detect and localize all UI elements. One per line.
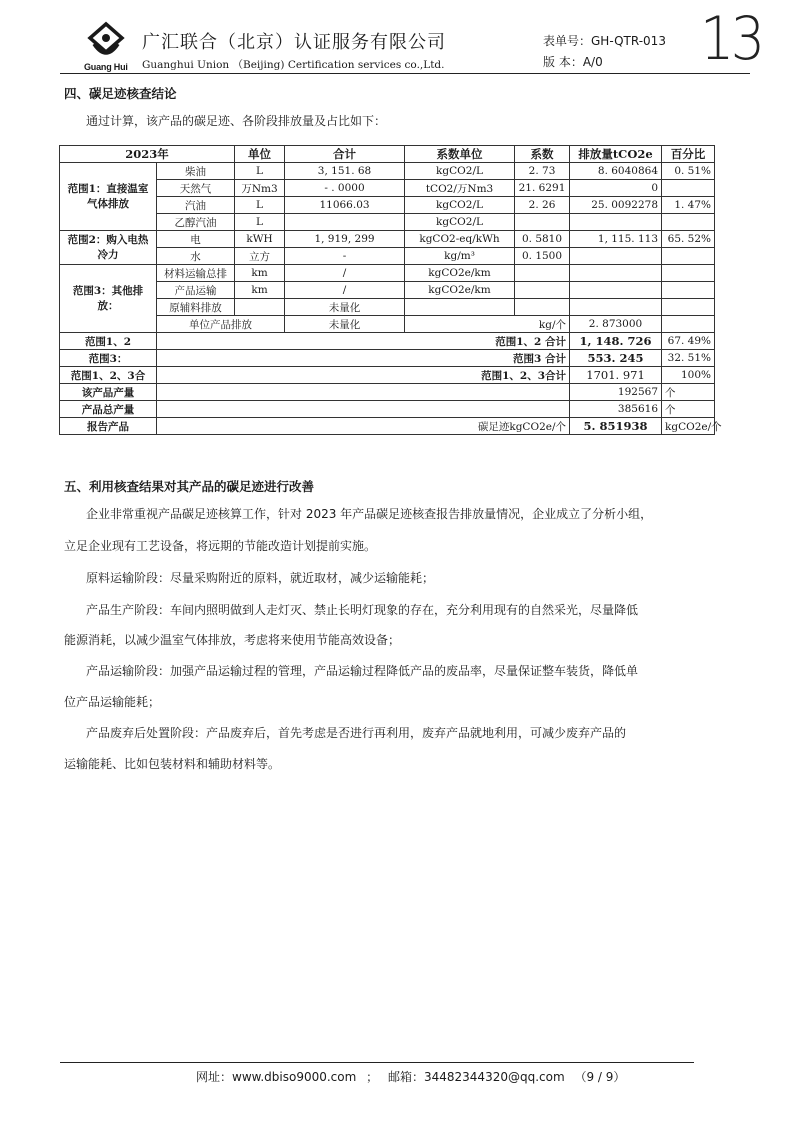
output-value: 192567 (570, 384, 662, 401)
version-label: 版 本：A/0 (543, 55, 603, 69)
item-coef (515, 282, 570, 299)
table-row (60, 197, 715, 214)
item-emission (570, 265, 662, 282)
paragraph-1-line-2: 立足企业现有工艺设备，将远期的节能改造计划提前实施。 (64, 539, 377, 553)
footer-page-number: （9 / 9） (574, 1070, 626, 1084)
paragraph-1-line-1: 企业非常重视产品碳足迹核算工作，针对 2023 年产品碳足迹核查报告排放量情况，企业成立了分析小组， (86, 507, 653, 521)
table-row (60, 282, 715, 299)
item-coef (515, 299, 570, 316)
footer-website: 网址：www.dbiso9000.com (196, 1070, 357, 1084)
table-row (60, 265, 715, 282)
item-coef-unit: kgCO2/L (405, 163, 515, 180)
paragraph-4-line-2: 位产品运输能耗； (64, 695, 161, 709)
item-coef-unit: kgCO2/L (405, 214, 515, 231)
header-year: 2023年 (60, 146, 235, 163)
item-coef (515, 265, 570, 282)
section-4-heading: 四、碳足迹核查结论 (64, 86, 177, 101)
item-coef-unit: kgCO2e/km (405, 282, 515, 299)
item-coef-unit (405, 299, 515, 316)
paragraph-2: 原料运输阶段：尽量采购附近的原料，就近取材，减少运输能耗； (86, 571, 435, 585)
section-5-heading: 五、利用核查结果对其产品的碳足迹进行改善 (64, 479, 315, 494)
summary-percent: 32. 51% (662, 350, 715, 367)
unit-product-total: 未量化 (285, 316, 405, 333)
item-total: - (285, 248, 405, 265)
footer-divider (60, 1062, 694, 1063)
item-coef: 0. 1500 (515, 248, 570, 265)
output-spacer (157, 401, 570, 418)
report-label: 报告产品 (60, 418, 157, 435)
item-unit: L (235, 163, 285, 180)
item-coef: 2. 26 (515, 197, 570, 214)
summary-row (60, 333, 715, 350)
item-percent (662, 282, 715, 299)
item-total: 3, 151. 68 (285, 163, 405, 180)
summary-sum-label: 范围1、2 合计 (157, 333, 570, 350)
item-name: 水 (157, 248, 235, 265)
item-emission: 0 (570, 180, 662, 197)
item-emission (570, 299, 662, 316)
emission-table (59, 145, 722, 435)
unit-product-name: 单位产品排放 (157, 316, 285, 333)
item-unit: 立方 (235, 248, 285, 265)
item-coef-unit: kgCO2-eq/kWh (405, 231, 515, 248)
summary-row (60, 350, 715, 367)
table-row (60, 248, 715, 265)
output-row (60, 401, 715, 418)
footer (196, 1068, 631, 1085)
item-total: / (285, 282, 405, 299)
page-stamp: 13 (700, 4, 762, 74)
summary-label: 范围1、2、3合 (60, 367, 157, 384)
item-total: - . 0000 (285, 180, 405, 197)
header-coef: 系数 (515, 146, 570, 163)
report-value: 5. 851938 (570, 418, 662, 435)
footer-email: 邮箱：34482344320@qq.com (387, 1070, 565, 1084)
summary-label: 范围3： (60, 350, 157, 367)
item-name: 天然气 (157, 180, 235, 197)
item-emission: 25. 0092278 (570, 197, 662, 214)
item-name: 汽油 (157, 197, 235, 214)
table-row (60, 180, 715, 197)
company-logo (86, 22, 126, 64)
item-coef-unit: kgCO2/L (405, 197, 515, 214)
summary-row (60, 367, 715, 384)
item-coef (515, 214, 570, 231)
summary-percent: 100% (662, 367, 715, 384)
item-total: 1, 919, 299 (285, 231, 405, 248)
item-emission (570, 282, 662, 299)
paragraph-5-line-2: 运输能耗、比如包装材料和辅助材料等。 (64, 757, 281, 771)
paragraph-3-line-1: 产品生产阶段：车间内照明做到人走灯灭、禁止长明灯现象的存在，充分利用现有的自然采光，尽量降低 (86, 603, 639, 617)
header-coef-unit: 系数单位 (405, 146, 515, 163)
header-total: 合计 (285, 146, 405, 163)
item-unit: kWH (235, 231, 285, 248)
form-number: 表单号：GH-QTR-013 (543, 34, 666, 48)
item-name: 材料运输总排 (157, 265, 235, 282)
item-percent: 0. 51% (662, 163, 715, 180)
table-row (60, 231, 715, 248)
logo-text: Guang Hui (84, 62, 128, 72)
output-row (60, 384, 715, 401)
table-row (60, 299, 715, 316)
item-unit: L (235, 214, 285, 231)
item-emission (570, 248, 662, 265)
header-unit: 单位 (235, 146, 285, 163)
item-percent (662, 265, 715, 282)
table-header-row (60, 146, 715, 163)
table-row (60, 214, 715, 231)
item-total: 11066.03 (285, 197, 405, 214)
paragraph-4-line-1: 产品运输阶段：加强产品运输过程的管理，产品运输过程降低产品的废品率，尽量保证整车装货，降低单 (86, 664, 639, 678)
summary-value: 553. 245 (570, 350, 662, 367)
item-name: 柴油 (157, 163, 235, 180)
summary-value: 1701. 971 (570, 367, 662, 384)
scope-3-label: 范围3：其他排放： (60, 265, 157, 333)
item-percent: 65. 52% (662, 231, 715, 248)
summary-sum-label: 范围1、2、3合计 (157, 367, 570, 384)
summary-label: 范围1、2 (60, 333, 157, 350)
paragraph-5-line-1: 产品废弃后处置阶段：产品废弃后，首先考虑是否进行再利用，废弃产品就地利用，可减少废弃产品的 (86, 726, 627, 740)
item-emission (570, 214, 662, 231)
summary-value: 1, 148. 726 (570, 333, 662, 350)
output-unit: 个 (662, 384, 715, 401)
item-name: 原辅料排放 (157, 299, 235, 316)
company-name-en: Guanghui Union （Beijing) Certification services co.,Ltd. (142, 59, 445, 71)
item-name: 产品运输 (157, 282, 235, 299)
item-percent (662, 299, 715, 316)
report-sum-label: 碳足迹kgCO2e/个 (157, 418, 570, 435)
table-row (60, 316, 715, 333)
item-unit (235, 299, 285, 316)
item-unit: km (235, 265, 285, 282)
item-emission: 8. 6040864 (570, 163, 662, 180)
item-percent: 1. 47% (662, 197, 715, 214)
footer-separator: ； (366, 1070, 379, 1084)
unit-product-emission: 2. 873000 (570, 316, 662, 333)
item-unit: 万Nm3 (235, 180, 285, 197)
output-value: 385616 (570, 401, 662, 418)
unit-product-percent (662, 316, 715, 333)
report-unit: kgCO2e/个 (662, 418, 715, 435)
item-percent (662, 248, 715, 265)
section-4-intro: 通过计算，该产品的碳足迹、各阶段排放量及占比如下： (86, 114, 387, 128)
item-percent (662, 180, 715, 197)
output-spacer (157, 384, 570, 401)
output-unit: 个 (662, 401, 715, 418)
item-name: 电 (157, 231, 235, 248)
table-row (60, 163, 715, 180)
header-emission: 排放量tCO2e (570, 146, 662, 163)
summary-percent: 67. 49% (662, 333, 715, 350)
header-divider (60, 73, 750, 74)
item-coef-unit: tCO2/万Nm3 (405, 180, 515, 197)
item-total: / (285, 265, 405, 282)
scope-2-label: 范围2：购入电热冷力 (60, 231, 157, 265)
report-row (60, 418, 715, 435)
company-name-cn: 广汇联合（北京）认证服务有限公司 (142, 32, 446, 53)
item-total (285, 214, 405, 231)
item-coef: 0. 5810 (515, 231, 570, 248)
output-label: 产品总产量 (60, 401, 157, 418)
item-unit: L (235, 197, 285, 214)
item-coef-unit: kgCO2e/km (405, 265, 515, 282)
item-coef: 21. 6291 (515, 180, 570, 197)
paragraph-3-line-2: 能源消耗，以减少温室气体排放，考虑将来使用节能高效设备； (64, 633, 401, 647)
unit-product-coef-unit: kg/个 (405, 316, 570, 333)
item-total: 未量化 (285, 299, 405, 316)
header-percent: 百分比 (662, 146, 715, 163)
item-emission: 1, 115. 113 (570, 231, 662, 248)
item-coef: 2. 73 (515, 163, 570, 180)
item-name: 乙醇汽油 (157, 214, 235, 231)
item-unit: km (235, 282, 285, 299)
item-coef-unit: kg/m³ (405, 248, 515, 265)
summary-sum-label: 范围3 合计 (157, 350, 570, 367)
output-label: 该产品产量 (60, 384, 157, 401)
item-percent (662, 214, 715, 231)
scope-1-label: 范围1：直接温室气体排放 (60, 163, 157, 231)
